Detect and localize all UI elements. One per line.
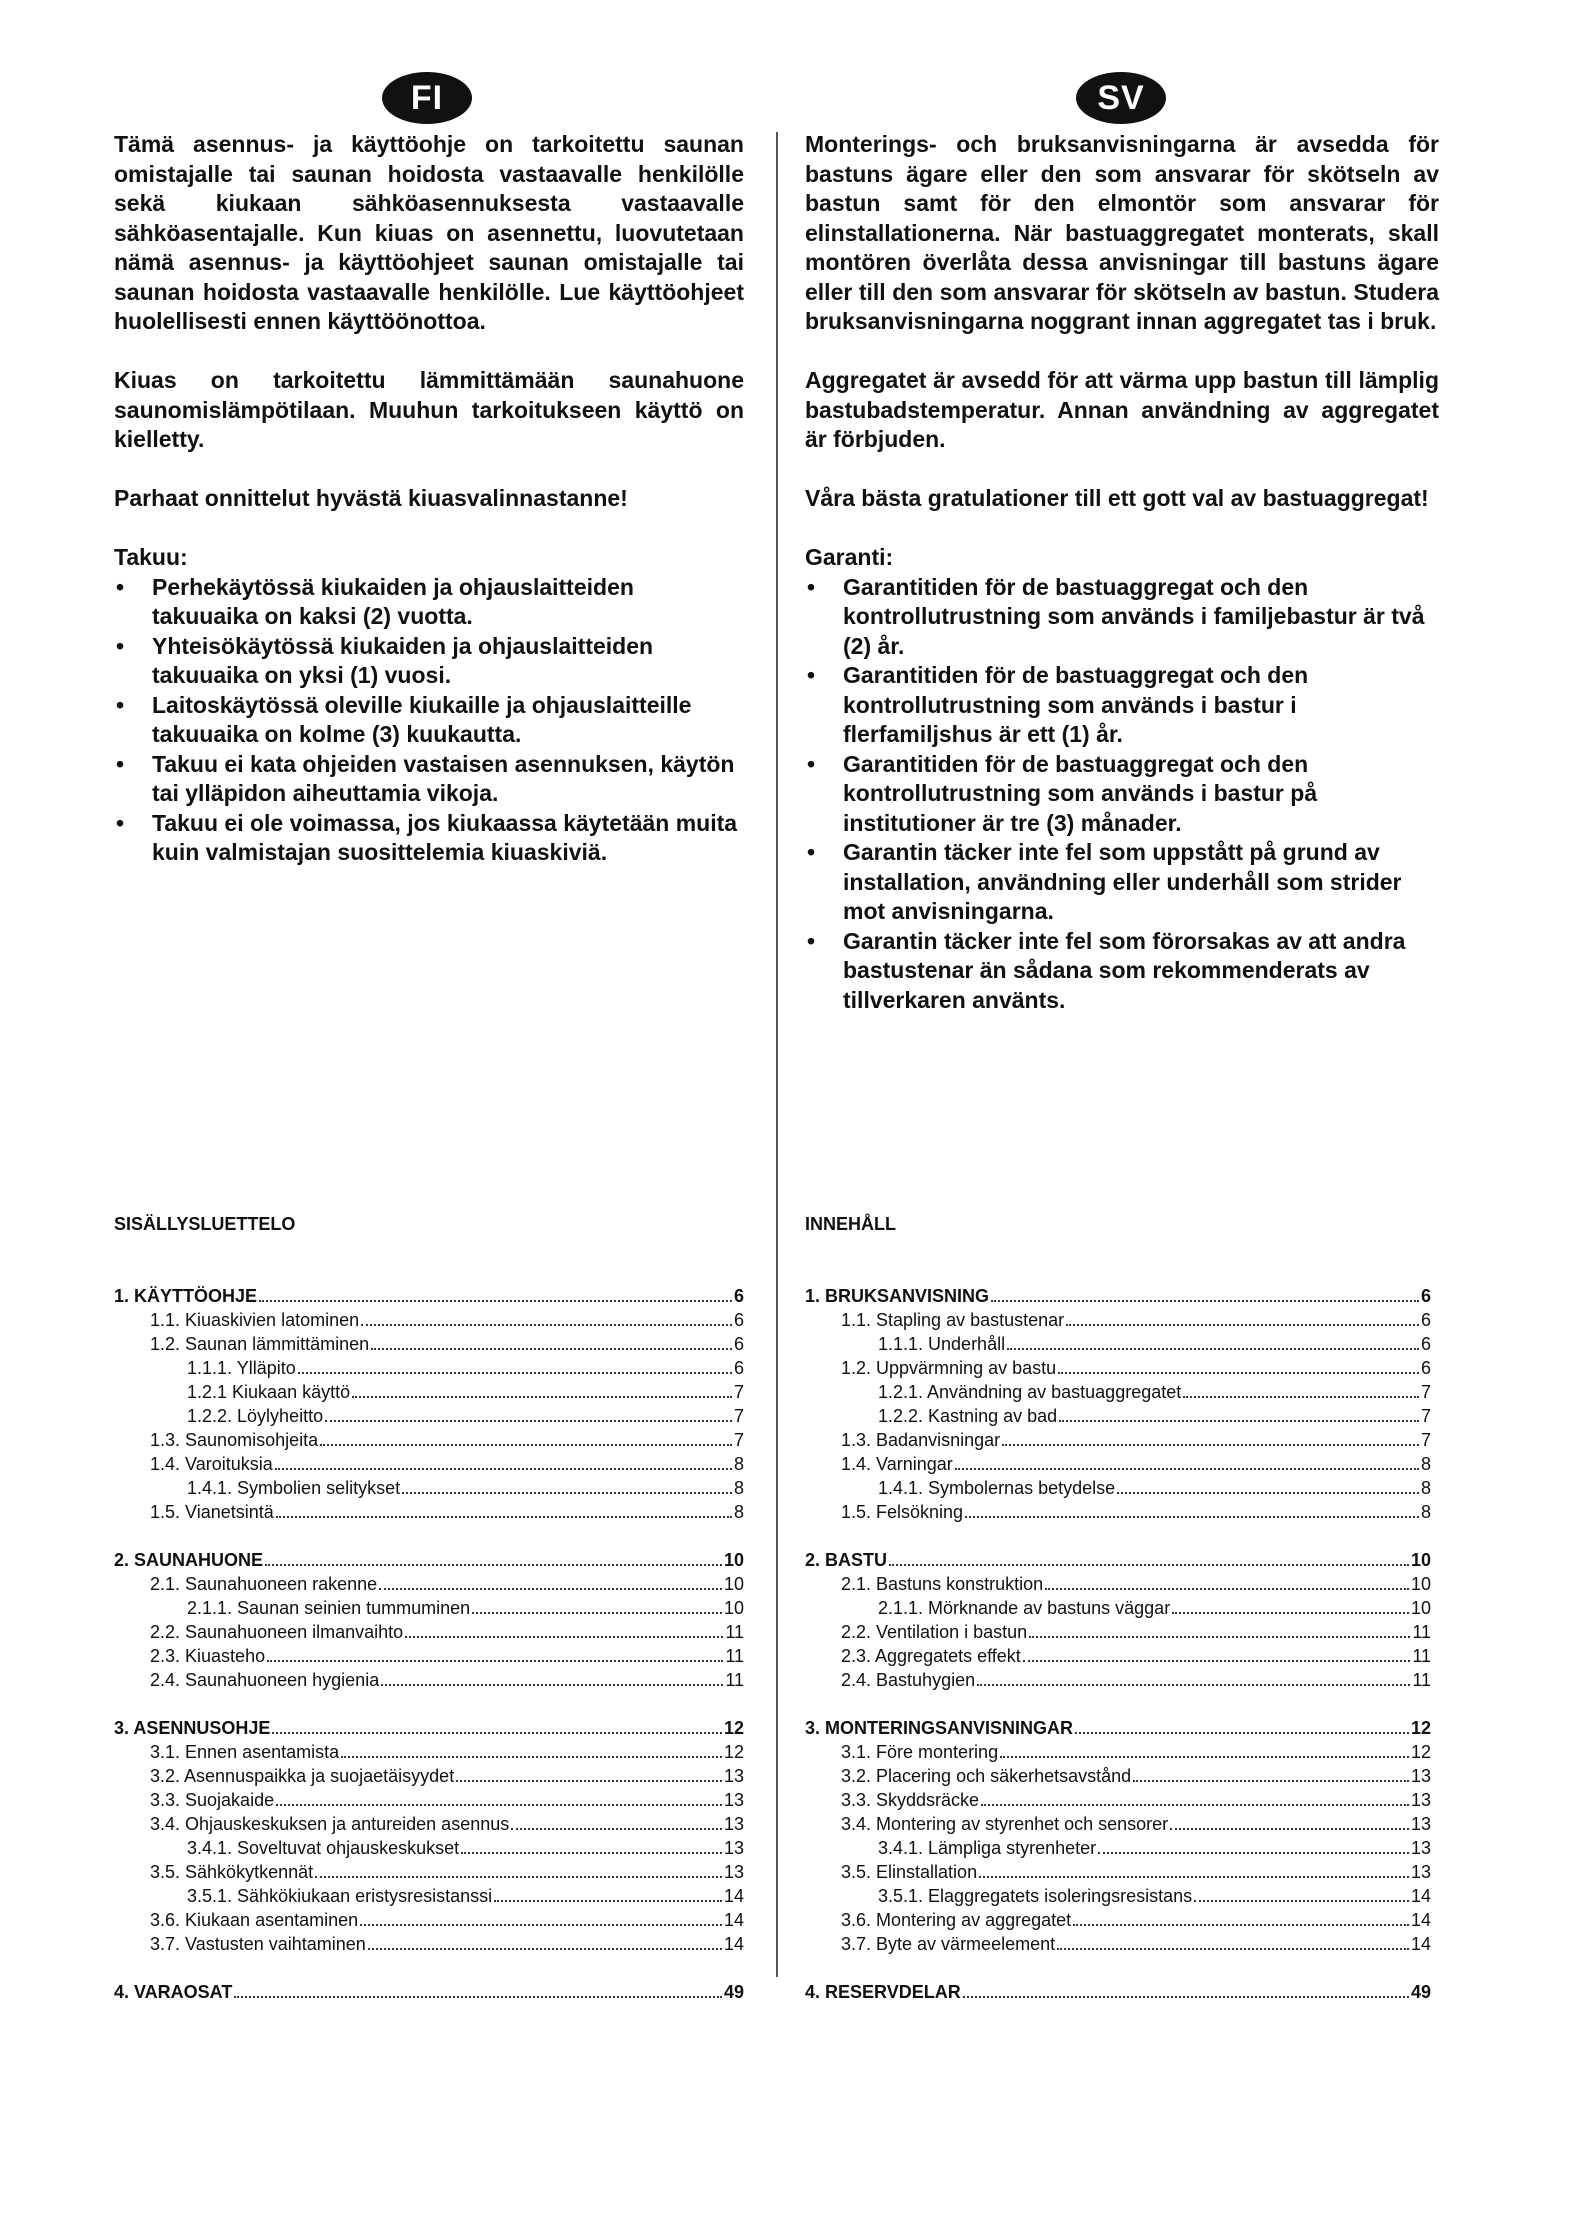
table-of-contents-fi [114,1212,744,2004]
warranty-list [805,573,1439,1016]
toc-entry-page: 8 [1420,1478,1431,1498]
toc-entry-label: 1. KÄYTTÖOHJE [114,1286,258,1306]
toc-leader-dots [472,1612,722,1614]
toc-entry [114,1356,744,1380]
toc-entry-label: 1.4.1. Symbolernas betydelse [878,1478,1116,1498]
toc-entry-page: 6 [733,1286,744,1306]
toc-entry-page: 8 [1420,1502,1431,1522]
toc-leader-dots [461,1852,722,1854]
warranty-item: • Garantitiden för de bastuaggregat och den kontrollutrustning som används i familjebastur är två (2) år. [805,573,1439,662]
toc-entry-label: 3.6. Montering av aggregatet [841,1910,1072,1930]
toc-entry-page: 13 [723,1814,744,1834]
toc-entry [114,1836,744,1860]
toc-entry-label: 2.2. Saunahuoneen ilmanvaihto [150,1622,404,1642]
toc-entry-label: 2. SAUNAHUONE [114,1550,264,1570]
toc-entry-label: 2.2. Ventilation i bastun [841,1622,1028,1642]
toc-entry-page: 13 [723,1790,744,1810]
toc-leader-dots [511,1828,722,1830]
toc-leader-dots [234,1996,722,1998]
warranty-item: • Takuu ei ole voimassa, jos kiukaassa käytetään muita kuin valmistajan suosittelemia kiuaskiviä. [114,809,744,868]
toc-entry-page: 13 [1410,1838,1431,1858]
toc-entry-label: 3.3. Suojakaide [150,1790,275,1810]
toc-leader-dots [368,1948,722,1950]
toc-entry-page: 7 [1420,1430,1431,1450]
toc-entry-page: 14 [1410,1886,1431,1906]
toc-entry-page: 10 [723,1598,744,1618]
toc-leader-dots [1066,1324,1419,1326]
toc-entry [114,1716,744,1740]
toc-entry-page: 6 [733,1334,744,1354]
toc-entry-page: 13 [1410,1790,1431,1810]
toc-entry-label: 3.6. Kiukaan asentaminen [150,1910,359,1930]
toc-entry-label: 3.3. Skyddsräcke [841,1790,980,1810]
toc-leader-dots [1058,1372,1419,1374]
table-of-contents-sv [805,1212,1431,2004]
toc-entry-page: 13 [723,1862,744,1882]
toc-entry [805,1644,1431,1668]
toc-entry-label: 1.2.1. Användning av bastuaggregatet [878,1382,1182,1402]
toc-leader-dots [456,1780,722,1782]
toc-entry-label: 1.2.1 Kiukaan käyttö [187,1382,351,1402]
toc-entry [114,1980,744,2004]
toc-entry-label: 2.3. Kiuasteho [150,1646,266,1666]
toc-entry-page: 7 [1420,1382,1431,1402]
toc-entry-label: 3.5.1. Elaggregatets isoleringsresistans [878,1886,1193,1906]
toc-leader-dots [1073,1924,1409,1926]
toc-entry [805,1572,1431,1596]
toc-entry-label: 3.4. Montering av styrenhet och sensorer [841,1814,1169,1834]
toc-entry-page: 13 [1410,1862,1431,1882]
toc-entry [114,1884,744,1908]
toc-entry [805,1284,1431,1308]
toc-entry-label: 2.4. Saunahuoneen hygienia [150,1670,380,1690]
toc-spacer [114,1524,744,1548]
toc-entry-page: 10 [723,1550,744,1570]
toc-entry [114,1500,744,1524]
toc-entry [114,1596,744,1620]
toc-leader-dots [1183,1396,1419,1398]
toc-entry-label: 1.4. Varningar [841,1454,953,1474]
toc-leader-dots [1029,1636,1410,1638]
toc-leader-dots [381,1684,723,1686]
toc-leader-dots [1075,1732,1409,1734]
toc-leader-dots [1133,1780,1409,1782]
toc-entry-page: 10 [723,1574,744,1594]
toc-entry-label: 3.1. Ennen asentamista [150,1742,340,1762]
toc-entry-page: 12 [1410,1742,1431,1762]
toc-entry-label: 2.3. Aggregatets effekt [841,1646,1021,1666]
toc-leader-dots [965,1516,1419,1518]
toc-entry-page: 8 [733,1454,744,1474]
toc-leader-dots [1194,1900,1409,1902]
toc-entry [805,1428,1431,1452]
toc-entry [114,1332,744,1356]
toc-entry [805,1740,1431,1764]
toc-entry-page: 14 [723,1934,744,1954]
toc-entry [114,1620,744,1644]
toc-entry-page: 8 [733,1502,744,1522]
toc-entry [805,1716,1431,1740]
toc-entry-label: 1.1. Stapling av bastustenar [841,1310,1065,1330]
toc-entry [114,1452,744,1476]
toc-title: SISÄLLYSLUETTELO [114,1214,296,1234]
toc-entry [114,1812,744,1836]
toc-entry [805,1764,1431,1788]
toc-leader-dots [259,1300,732,1302]
toc-entry-page: 8 [733,1478,744,1498]
toc-title: INNEHÅLL [805,1214,896,1234]
intro-column-sv [805,130,1439,1015]
toc-entry-page: 7 [1420,1406,1431,1426]
toc-entry-page: 7 [733,1406,744,1426]
toc-entry-page: 10 [1410,1550,1431,1570]
toc-entry-page: 49 [1410,1982,1431,2002]
intro-paragraph-3: Parhaat onnittelut hyvästä kiuasvalinnastanne! [114,485,628,511]
toc-entry-page: 11 [1412,1646,1431,1666]
toc-entry-label: 3.7. Vastusten vaihtaminen [150,1934,366,1954]
toc-entry-label: 1.2. Uppvärmning av bastu [841,1358,1057,1378]
intro-column-fi [114,130,744,868]
toc-entry [114,1668,744,1692]
warranty-item: • Takuu ei kata ohjeiden vastaisen asennuksen, käytön tai ylläpidon aiheuttamia vikoja. [114,750,744,809]
toc-leader-dots [352,1396,732,1398]
toc-leader-dots [402,1492,732,1494]
toc-entry [114,1572,744,1596]
toc-entry-label: 3.7. Byte av värmeelement [841,1934,1056,1954]
toc-leader-dots [341,1756,722,1758]
language-badge-fi: FI [382,72,472,124]
warranty-item: • Garantitiden för de bastuaggregat och den kontrollutrustning som används i bastur på institutioner är tre (3) månader. [805,750,1439,839]
toc-leader-dots [361,1324,732,1326]
toc-leader-dots [1098,1852,1409,1854]
toc-entry-page: 11 [1412,1670,1431,1690]
toc-entry-page: 7 [733,1382,744,1402]
toc-leader-dots [1007,1348,1419,1350]
warranty-list [114,573,744,868]
toc-entry [805,1380,1431,1404]
toc-entry-label: 2. BASTU [805,1550,888,1570]
toc-entry-label: 1.2. Saunan lämmittäminen [150,1334,370,1354]
toc-entry-page: 11 [1412,1622,1431,1642]
intro-paragraph-1: Tämä asennus- ja käyttöohje on tarkoitettu saunan omistajalle tai saunan hoidosta vastaavalle henkilölle sekä kiukaan sähköasennuksesta vastaavalle sähköasentajalle. Kun kiuas on asennettu, luovutetaan nämä asennus- ja käyttöohjeet saunan omistajalle tai saunan hoidosta vastaavalle henkilölle. Lue käyttöohjeet huolellisesti ennen käyttöönottoa. [114,131,744,334]
toc-entry [114,1380,744,1404]
toc-entry-label: 2.1. Saunahuoneen rakenne [150,1574,378,1594]
toc-entry-label: 2.1.1. Saunan seinien tummuminen [187,1598,471,1618]
toc-entry [805,1596,1431,1620]
toc-leader-dots [981,1804,1409,1806]
toc-entry [805,1788,1431,1812]
toc-leader-dots [298,1372,732,1374]
toc-entry [114,1404,744,1428]
toc-entry [114,1764,744,1788]
toc-entry [805,1356,1431,1380]
toc-leader-dots [1172,1612,1409,1614]
toc-entry-page: 10 [1410,1574,1431,1594]
toc-entry-label: 1.2.2. Löylyheitto [187,1406,324,1426]
language-badge-sv: SV [1076,72,1166,124]
toc-entry-page: 8 [1420,1454,1431,1474]
toc-entry [114,1644,744,1668]
toc-entry-label: 1.5. Felsökning [841,1502,964,1522]
warranty-item: • Garantin täcker inte fel som uppstått på grund av installation, användning eller underhåll som strider mot anvisningarna. [805,838,1439,927]
toc-entry-label: 1.4. Varoituksia [150,1454,273,1474]
toc-leader-dots [276,1516,732,1518]
toc-entry-page: 11 [725,1670,744,1690]
toc-entry [114,1908,744,1932]
toc-entry [805,1548,1431,1572]
toc-entry [805,1836,1431,1860]
toc-leader-dots [379,1588,722,1590]
toc-entry [114,1428,744,1452]
toc-entry-label: 3.4.1. Soveltuvat ohjauskeskukset [187,1838,460,1858]
toc-leader-dots [977,1684,1410,1686]
toc-entry [114,1932,744,1956]
toc-leader-dots [991,1300,1419,1302]
toc-entry-page: 14 [1410,1934,1431,1954]
toc-entry-label: 3.5. Sähkökytkennät [150,1862,314,1882]
toc-entry-label: 2.1.1. Mörknande av bastuns väggar [878,1598,1171,1618]
toc-entry [114,1548,744,1572]
warranty-item: • Garantin täcker inte fel som förorsakas av att andra bastustenar än sådana som rekommenderats av tillverkaren använts. [805,927,1439,1016]
toc-leader-dots [272,1732,722,1734]
toc-leader-dots [371,1348,732,1350]
toc-entry-page: 6 [1420,1310,1431,1330]
toc-entry-label: 2.1. Bastuns konstruktion [841,1574,1044,1594]
toc-entry-page: 13 [1410,1766,1431,1786]
toc-entry-page: 12 [723,1718,744,1738]
toc-entry-label: 4. RESERVDELAR [805,1982,961,2002]
toc-entry-page: 6 [733,1358,744,1378]
toc-entry [805,1500,1431,1524]
warranty-title: Takuu: [114,544,188,570]
toc-entry-page: 14 [1410,1910,1431,1930]
toc-leader-dots [1170,1828,1409,1830]
toc-leader-dots [1000,1756,1409,1758]
toc-entry-page: 13 [723,1838,744,1858]
toc-leader-dots [267,1660,723,1662]
toc-leader-dots [1023,1660,1411,1662]
toc-entry-page: 14 [723,1886,744,1906]
toc-entry-page: 12 [1410,1718,1431,1738]
toc-entry [114,1860,744,1884]
toc-leader-dots [1002,1444,1419,1446]
toc-entry [805,1668,1431,1692]
toc-leader-dots [405,1636,723,1638]
toc-entry [805,1980,1431,2004]
toc-entry [114,1476,744,1500]
toc-entry-page: 10 [1410,1598,1431,1618]
warranty-item: • Yhteisökäytössä kiukaiden ja ohjauslaitteiden takuuaika on yksi (1) vuosi. [114,632,744,691]
intro-paragraph-1: Monterings- och bruksanvisningarna är avsedda för bastuns ägare eller den som ansvarar för skötseln av bastun samt för den elmontör som ansvarar för elinstallationerna. När bastuaggregatet monterats, skall montören överlåta dessa anvisningar till bastuns ägare eller till den som ansvarar för skötseln av bastun. Studera bruksanvisningarna noggrant innan aggregatet tas i bruk. [805,131,1439,334]
toc-leader-dots [889,1564,1409,1566]
toc-entry-label: 1.3. Saunomisohjeita [150,1430,319,1450]
toc-entry-label: 3.2. Asennuspaikka ja suojaetäisyydet [150,1766,455,1786]
toc-entry-page: 6 [1420,1358,1431,1378]
toc-entry-label: 3.4. Ohjauskeskuksen ja antureiden asennus [150,1814,510,1834]
toc-leader-dots [955,1468,1419,1470]
toc-entry-page: 6 [733,1310,744,1330]
toc-entry-page: 13 [723,1766,744,1786]
toc-leader-dots [963,1996,1409,1998]
toc-entry-page: 12 [723,1742,744,1762]
toc-entry [805,1452,1431,1476]
warranty-item: • Perhekäytössä kiukaiden ja ohjauslaitteiden takuuaika on kaksi (2) vuotta. [114,573,744,632]
toc-leader-dots [494,1900,722,1902]
toc-entry-label: 1.3. Badanvisningar [841,1430,1001,1450]
toc-entry-page: 49 [723,1982,744,2002]
toc-entry-label: 2.4. Bastuhygien [841,1670,976,1690]
toc-entry-label: 3. MONTERINGSANVISNINGAR [805,1718,1074,1738]
toc-entry [805,1860,1431,1884]
toc-spacer [114,1956,744,1980]
toc-entry [805,1932,1431,1956]
toc-leader-dots [325,1420,732,1422]
toc-entry [805,1476,1431,1500]
warranty-title: Garanti: [805,544,894,570]
column-divider [776,132,778,1977]
toc-entry [805,1884,1431,1908]
toc-entry-label: 1.1.1. Ylläpito [187,1358,296,1378]
toc-entry-label: 3.1. Före montering [841,1742,999,1762]
toc-spacer [805,1524,1431,1548]
toc-leader-dots [1057,1948,1409,1950]
toc-leader-dots [315,1876,722,1878]
toc-entry-page: 6 [1420,1334,1431,1354]
intro-paragraph-2: Aggregatet är avsedd för att värma upp bastun till lämplig bastubadstemperatur. Annan användning av aggregatet är förbjuden. [805,367,1439,452]
toc-leader-dots [265,1564,722,1566]
toc-spacer [805,1956,1431,1980]
toc-entry-label: 3. ASENNUSOHJE [114,1718,271,1738]
toc-entry-page: 14 [723,1910,744,1930]
toc-entry-label: 4. VARAOSAT [114,1982,233,2002]
toc-leader-dots [1059,1420,1419,1422]
intro-paragraph-3: Våra bästa gratulationer till ett gott val av bastuaggregat! [805,485,1429,511]
toc-leader-dots [275,1468,732,1470]
toc-entry-page: 7 [733,1430,744,1450]
toc-spacer [805,1692,1431,1716]
toc-entry [805,1332,1431,1356]
toc-entry [805,1908,1431,1932]
toc-entry-label: 1.1. Kiuaskivien latominen [150,1310,360,1330]
warranty-item: • Laitoskäytössä oleville kiukaille ja ohjauslaitteille takuuaika on kolme (3) kuukautta. [114,691,744,750]
toc-entry [805,1404,1431,1428]
toc-leader-dots [1117,1492,1419,1494]
toc-entry-label: 3.5. Elinstallation [841,1862,978,1882]
toc-entry [114,1788,744,1812]
toc-entry [805,1812,1431,1836]
toc-entry-label: 3.5.1. Sähkökiukaan eristysresistanssi [187,1886,493,1906]
toc-leader-dots [979,1876,1409,1878]
toc-entry-page: 11 [725,1646,744,1666]
toc-leader-dots [276,1804,722,1806]
toc-entry-label: 1.4.1. Symbolien selitykset [187,1478,401,1498]
toc-entry-page: 11 [725,1622,744,1642]
toc-entry-label: 3.4.1. Lämpliga styrenheter [878,1838,1097,1858]
toc-rows [114,1284,744,2004]
toc-entry-label: 3.2. Placering och säkerhetsavstånd [841,1766,1132,1786]
toc-spacer [114,1692,744,1716]
toc-entry-label: 1.5. Vianetsintä [150,1502,274,1522]
toc-entry [805,1620,1431,1644]
warranty-item: • Garantitiden för de bastuaggregat och den kontrollutrustning som används i bastur i flerfamiljshus är ett (1) år. [805,661,1439,750]
toc-rows [805,1284,1431,2004]
toc-entry-label: 1.2.2. Kastning av bad [878,1406,1058,1426]
toc-entry [114,1308,744,1332]
toc-leader-dots [1045,1588,1409,1590]
toc-leader-dots [360,1924,722,1926]
toc-leader-dots [320,1444,732,1446]
toc-entry [114,1284,744,1308]
toc-entry [805,1308,1431,1332]
toc-entry-label: 1. BRUKSANVISNING [805,1286,990,1306]
toc-entry [114,1740,744,1764]
intro-paragraph-2: Kiuas on tarkoitettu lämmittämään saunahuone saunomislämpötilaan. Muuhun tarkoitukseen käyttö on kielletty. [114,367,744,452]
toc-entry-label: 1.1.1. Underhåll [878,1334,1006,1354]
toc-entry-page: 13 [1410,1814,1431,1834]
toc-entry-page: 6 [1420,1286,1431,1306]
